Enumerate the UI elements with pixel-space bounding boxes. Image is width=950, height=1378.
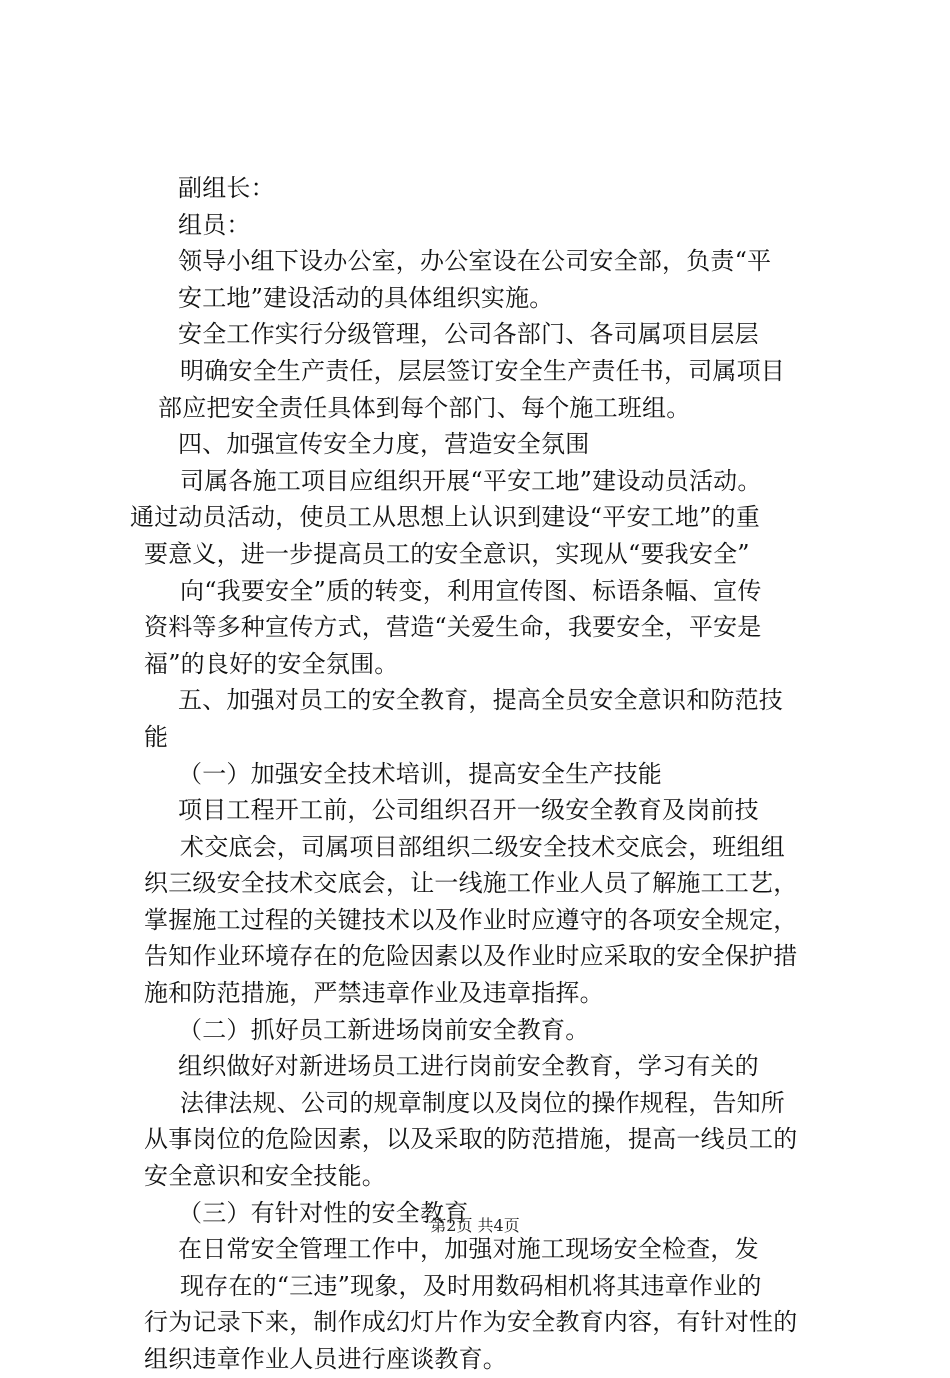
text-line: 项目工程开工前，公司组织召开一级安全教育及岗前技 xyxy=(178,796,759,825)
text-line: 安工地”建设活动的具体组织实施。 xyxy=(178,283,554,312)
subsection-heading: （二）抓好员工新进场岗前安全教育。 xyxy=(178,1015,590,1044)
text-line: 向“我要安全”质的转变，利用宣传图、标语条幅、宣传 xyxy=(180,576,762,605)
text-line: 安全工作实行分级管理，公司各部门、各司属项目层层 xyxy=(178,320,759,349)
subsection-heading: （三）有针对性的安全教育 xyxy=(178,1198,469,1227)
text-line: 安全意识和安全技能。 xyxy=(144,1162,386,1191)
text-line: 现存在的“三违”现象，及时用数码相机将其违章作业的 xyxy=(180,1271,762,1300)
section-heading: 四、加强宣传安全力度，营造安全氛围 xyxy=(178,430,590,459)
text-line: 副组长： xyxy=(178,174,275,202)
text-line: 组织违章作业人员进行座谈教育。 xyxy=(144,1345,507,1373)
text-line: 组织做好对新进场员工进行岗前安全教育，学习有关的 xyxy=(178,1052,759,1081)
text-line: 法律法规、公司的规章制度以及岗位的操作规程，告知所 xyxy=(180,1088,785,1117)
text-line: 部应把安全责任具体到每个部门、每个施工班组。 xyxy=(158,393,691,422)
text-line: 掌握施工过程的关键技术以及作业时应遵守的各项安全规定， xyxy=(144,905,798,934)
document-body xyxy=(130,170,830,1378)
text-line: 资料等多种宣传方式，营造“关爱生命，我要安全，平安是 xyxy=(144,613,762,642)
section-heading: 五、加强对员工的安全教育，提高全员安全意识和防范技 xyxy=(178,686,783,715)
text-line: 司属各施工项目应组织开展“平安工地”建设动员活动。 xyxy=(180,466,762,495)
page-number-footer: 第2页 共4页 xyxy=(430,1216,520,1235)
section-heading: 能 xyxy=(144,722,169,751)
text-line: 在日常安全管理工作中，加强对施工现场安全检查，发 xyxy=(178,1235,759,1264)
text-line: 行为记录下来，制作成幻灯片作为安全教育内容，有针对性的 xyxy=(144,1308,798,1337)
subsection-heading: （一）加强安全技术培训，提高安全生产技能 xyxy=(178,759,662,788)
text-line: 施和防范措施，严禁违章作业及违章指挥。 xyxy=(144,979,604,1008)
text-line: 通过动员活动，使员工从思想上认识到建设“平安工地”的重 xyxy=(130,503,760,532)
text-line: 术交底会，司属项目部组织二级安全技术交底会，班组组 xyxy=(180,832,785,861)
text-line: 告知作业环境存在的危险因素以及作业时应采取的安全保护措 xyxy=(144,942,798,971)
text-line: 要意义，进一步提高员工的安全意识，实现从“要我安全” xyxy=(144,539,750,568)
text-line: 明确安全生产责任，层层签订安全生产责任书，司属项目 xyxy=(180,356,785,385)
text-line: 福”的良好的安全氛围。 xyxy=(144,649,399,678)
text-line: 组员： xyxy=(178,210,251,239)
text-line: 织三级安全技术交底会，让一线施工作业人员了解施工工艺， xyxy=(144,869,798,898)
text-line: 领导小组下设办公室，办公室设在公司安全部，负责“平 xyxy=(178,247,772,276)
text-line: 从事岗位的危险因素，以及采取的防范措施，提高一线员工的 xyxy=(144,1125,798,1154)
